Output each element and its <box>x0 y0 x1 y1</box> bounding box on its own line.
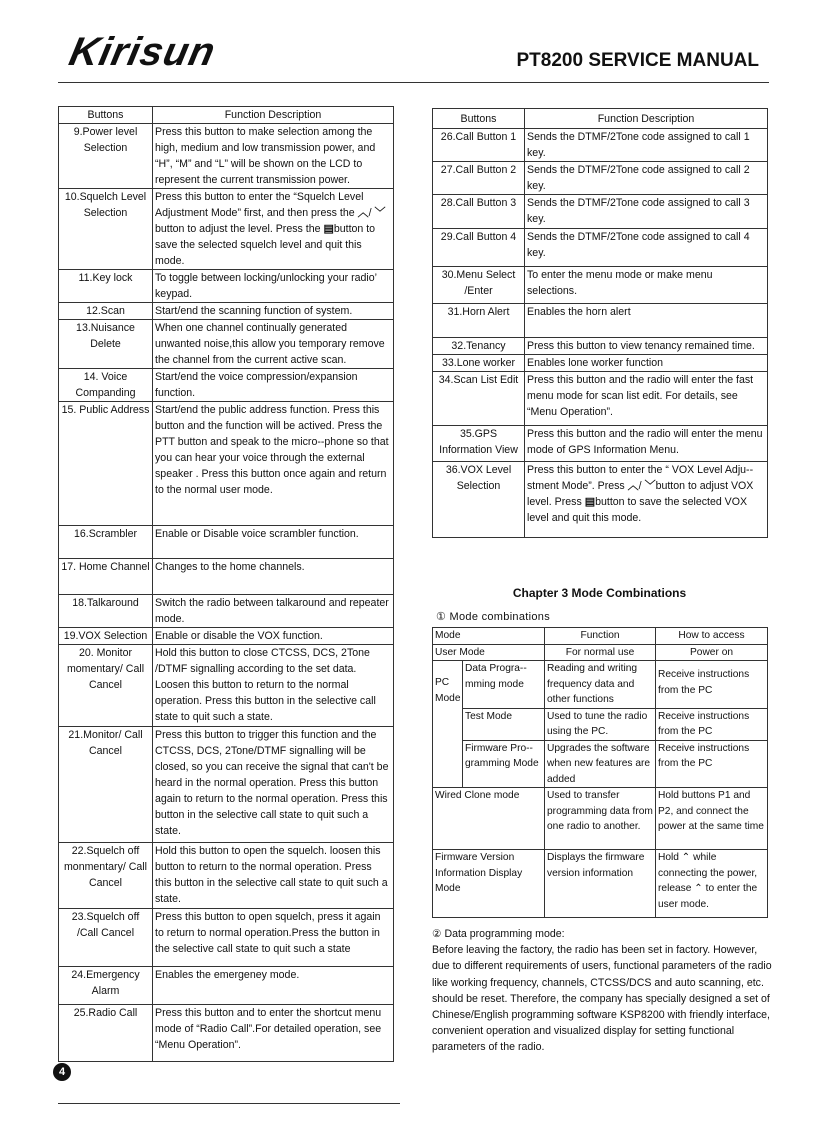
description-text: / <box>638 480 645 492</box>
access-cell: Hold buttons P1 and P2, and connect the power at the same time <box>656 788 768 850</box>
button-name: 27.Call Button 2 <box>433 162 525 195</box>
description-text: Press this button to trigger this function and the CTCSS, DCS, 2Tone/DTMF signalling will be closed, so you can receive the signal that can't be heard in the normal operation. Press this button again to return to the normal operation. Press this button in the selective call state to quit such a state. <box>155 729 389 837</box>
function-cell: Used to transfer programming data from one radio to another. <box>545 788 656 850</box>
description-text: Sends the DTMF/2Tone code assigned to call 2 key. <box>527 164 750 192</box>
table-row <box>59 967 394 1005</box>
table-row <box>59 303 394 320</box>
table-row <box>59 909 394 967</box>
button-name: 25.Radio Call <box>59 1005 153 1062</box>
button-name: 15. Public Address <box>59 402 153 526</box>
button-name: 24.Emergency Alarm <box>59 967 153 1005</box>
description-text: Switch the radio between talkaround and repeater mode. <box>155 597 389 625</box>
description-text: Sends the DTMF/2Tone code assigned to call 4 key. <box>527 231 750 259</box>
button-name: 14. Voice Companding <box>59 369 153 402</box>
table-row <box>433 229 768 267</box>
description-text: Hold this button to open the squelch. loosen this button to return to the normal operation. Press this button in the selective call state to quit such a state. <box>155 845 388 905</box>
table-row <box>59 270 394 303</box>
button-name: 11.Key lock <box>59 270 153 303</box>
mode-table <box>432 627 768 918</box>
function-cell: Used to tune the radio using the PC. <box>545 708 656 740</box>
table-row <box>433 304 768 338</box>
access-cell: Receive instructions from the PC <box>656 740 768 788</box>
mode-cell: Firmware Version Information Display Mode <box>433 850 545 918</box>
function-cell: Reading and writing frequency data and other functions <box>545 661 656 709</box>
function-cell: For normal use <box>545 644 656 661</box>
table-row <box>59 559 394 595</box>
footer-divider <box>58 1103 400 1104</box>
function-description <box>525 229 768 267</box>
description-text: Enables the emergeney mode. <box>155 969 300 981</box>
mode-cell: User Mode <box>433 644 545 661</box>
function-header: Function <box>545 628 656 645</box>
function-description <box>153 402 394 526</box>
function-description <box>153 526 394 559</box>
function-description <box>525 426 768 462</box>
description-text: / <box>368 207 375 219</box>
up-arrow-icon: ︿ <box>627 480 639 492</box>
header-function: Function Description <box>525 109 768 129</box>
table-row <box>433 338 768 355</box>
table-row <box>433 267 768 304</box>
description-text: Press this button to enter the “ VOX Level Adju--stment Mode”. Press <box>527 464 754 492</box>
function-description <box>153 628 394 645</box>
description-text: Start/end the public address function. Press this button and the function will be actived. Press the PTT button and speak to the micro--phone so that you can hear your voice through the external speaker . Press this button once again and return to the normal user mode. <box>155 404 389 496</box>
button-name: 30.Menu Select /Enter <box>433 267 525 304</box>
table-row <box>433 195 768 229</box>
description-text: button to save the selected squelch level and quit this mode. <box>155 223 376 267</box>
button-name: 26.Call Button 1 <box>433 129 525 162</box>
function-description <box>525 162 768 195</box>
description-text: button to adjust the level. Press the <box>155 223 324 235</box>
header-function: Function Description <box>153 107 394 124</box>
function-description <box>153 303 394 320</box>
button-name: 34.Scan List Edit <box>433 372 525 426</box>
menu-button-icon: ▤ <box>584 496 596 508</box>
description-text: Press this button to make selection among the high, medium and low transmission power, and “H”, “M” and “L” will be shown on the LCD to represent the current transmission power. <box>155 126 376 186</box>
mode-cell: Test Mode <box>463 708 545 740</box>
button-name: 23.Squelch off /Call Cancel <box>59 909 153 967</box>
function-description <box>153 645 394 727</box>
table-row <box>433 162 768 195</box>
function-description <box>525 195 768 229</box>
function-description <box>525 462 768 538</box>
kirisun-logo: Kirisun <box>65 30 220 74</box>
table-row <box>59 628 394 645</box>
description-text: button to adjust VOX level. Press <box>527 480 754 508</box>
data-programming-section <box>432 926 772 1056</box>
function-description <box>525 355 768 372</box>
button-name: 17. Home Channel <box>59 559 153 595</box>
button-name: 29.Call Button 4 <box>433 229 525 267</box>
table-row <box>59 402 394 526</box>
table-row <box>59 645 394 727</box>
table-row <box>433 355 768 372</box>
description-text: Press this button and the radio will enter the fast menu mode for scan list edit. For details, see “Menu Operation”. <box>527 374 754 418</box>
mode-cell: Firmware Pro--gramming Mode <box>463 740 545 788</box>
table-row <box>59 189 394 270</box>
function-description <box>153 124 394 189</box>
description-text: To enter the menu mode or make menu selections. <box>527 269 713 297</box>
access-cell: Receive instructions from the PC <box>656 708 768 740</box>
button-name: 16.Scrambler <box>59 526 153 559</box>
description-text: Press this button and to enter the shortcut menu mode of “Radio Call”.For detailed operation, see “Menu Operation”. <box>155 1007 382 1051</box>
buttons-table-right <box>432 108 768 538</box>
paragraph: Before leaving the factory, the radio has been set in factory. However, due to different requirements of users, functional parameters of the radio like working frequency, channels, CTCSS/DCS and auto scanning, etc. should be reset. Therefore, the company has specially designed a set of Chinese/English programming software KSP8200 with friendly interface, convenient operation and visualized display for setting functional parameters of the radio. <box>432 944 772 1054</box>
description-text: To toggle between locking/unlocking your radio’ keypad. <box>155 272 377 300</box>
table-row <box>59 124 394 189</box>
table-row <box>59 369 394 402</box>
up-arrow-icon: ︿ <box>357 207 369 219</box>
button-name: 12.Scan <box>59 303 153 320</box>
description-text: Changes to the home channels. <box>155 561 305 573</box>
description-text: Sends the DTMF/2Tone code assigned to call 1 key. <box>527 131 750 159</box>
description-text: When one channel continually generated unwanted noise,this allow you temporary remove the channel from the current active scan. <box>155 322 385 366</box>
function-description <box>153 727 394 843</box>
table-row <box>433 129 768 162</box>
access-cell: Receive instructions from the PC <box>656 661 768 709</box>
button-name: 36.VOX Level Selection <box>433 462 525 538</box>
chapter-title: Chapter 3 Mode Combinations <box>512 586 687 600</box>
button-name: 13.Nuisance Delete <box>59 320 153 369</box>
header-buttons: Buttons <box>433 109 525 129</box>
function-description <box>153 270 394 303</box>
down-arrow-icon: ﹀ <box>374 207 386 219</box>
function-cell: Displays the firmware version information <box>545 850 656 918</box>
section-heading: ② Data programming mode: <box>432 928 565 940</box>
button-name: 20. Monitor momentary/ Call Cancel <box>59 645 153 727</box>
function-description <box>153 369 394 402</box>
description-text: Enables the horn alert <box>527 306 631 318</box>
pc-mode-label: PC Mode <box>433 661 463 788</box>
header-divider <box>58 82 769 83</box>
table-row <box>59 526 394 559</box>
button-name: 18.Talkaround <box>59 595 153 628</box>
description-text: Sends the DTMF/2Tone code assigned to call 3 key. <box>527 197 750 225</box>
description-text: Start/end the voice compression/expansion function. <box>155 371 358 399</box>
description-text: Press this button and the radio will enter the menu mode of GPS Information Menu. <box>527 428 763 456</box>
function-description <box>153 843 394 909</box>
function-description <box>525 129 768 162</box>
description-text: Press this button to view tenancy remained time. <box>527 340 755 352</box>
button-name: 28.Call Button 3 <box>433 195 525 229</box>
function-description <box>153 1005 394 1062</box>
page-title: PT8200 SERVICE MANUAL <box>516 50 759 71</box>
function-description <box>153 189 394 270</box>
mode-header: Mode <box>433 628 545 645</box>
header-buttons: Buttons <box>59 107 153 124</box>
table-row <box>59 595 394 628</box>
function-description <box>525 372 768 426</box>
function-description <box>153 909 394 967</box>
down-arrow-icon: ﹀ <box>644 480 656 492</box>
table-row <box>433 372 768 426</box>
button-name: 33.Lone worker <box>433 355 525 372</box>
mode-cell: Wired Clone mode <box>433 788 545 850</box>
button-name: 31.Horn Alert <box>433 304 525 338</box>
access-cell: Power on <box>656 644 768 661</box>
page-number: 4 <box>53 1063 71 1081</box>
function-description <box>153 559 394 595</box>
description-text: Start/end the scanning function of system. <box>155 305 353 317</box>
table-row <box>59 1005 394 1062</box>
description-text: Enable or disable the VOX function. <box>155 630 323 642</box>
menu-button-icon: ▤ <box>323 223 334 235</box>
button-name: 10.Squelch Level Selection <box>59 189 153 270</box>
buttons-table-left <box>58 106 394 1062</box>
access-cell: Hold ⌃ while connecting the power, release ⌃ to enter the user mode. <box>656 850 768 918</box>
table-row <box>59 320 394 369</box>
table-row <box>59 727 394 843</box>
function-cell: Upgrades the software when new features are added <box>545 740 656 788</box>
function-description <box>153 595 394 628</box>
function-description <box>525 304 768 338</box>
table-row <box>59 843 394 909</box>
table-row <box>433 462 768 538</box>
button-name: 35.GPS Information View <box>433 426 525 462</box>
button-name: 22.Squelch off monmentary/ Call Cancel <box>59 843 153 909</box>
mode-cell: Data Progra--mming mode <box>463 661 545 709</box>
function-description <box>525 267 768 304</box>
function-description <box>525 338 768 355</box>
button-name: 9.Power level Selection <box>59 124 153 189</box>
description-text: button to save the selected VOX level and quit this mode. <box>527 496 748 524</box>
description-text: Hold this button to close CTCSS, DCS, 2Tone /DTMF signalling according to the set data. Loosen this button to return to the normal operation. Press this button in the selective call state to quit such a state. <box>155 647 376 723</box>
button-name: 19.VOX Selection <box>59 628 153 645</box>
function-description <box>153 320 394 369</box>
button-name: 21.Monitor/ Call Cancel <box>59 727 153 843</box>
description-text: Enables lone worker function <box>527 357 664 369</box>
table-row <box>433 426 768 462</box>
description-text: Press this button to open squelch, press it again to return to normal operation.Press the button in the selective call state to quit such a state <box>155 911 381 955</box>
function-description <box>153 967 394 1005</box>
access-header: How to access <box>656 628 768 645</box>
button-name: 32.Tenancy <box>433 338 525 355</box>
section-mode-combinations: ① Mode combinations <box>436 611 551 623</box>
description-text: Press this button to enter the “Squelch Level Adjustment Mode” first, and then press the <box>155 191 364 219</box>
description-text: Enable or Disable voice scrambler function. <box>155 528 359 540</box>
